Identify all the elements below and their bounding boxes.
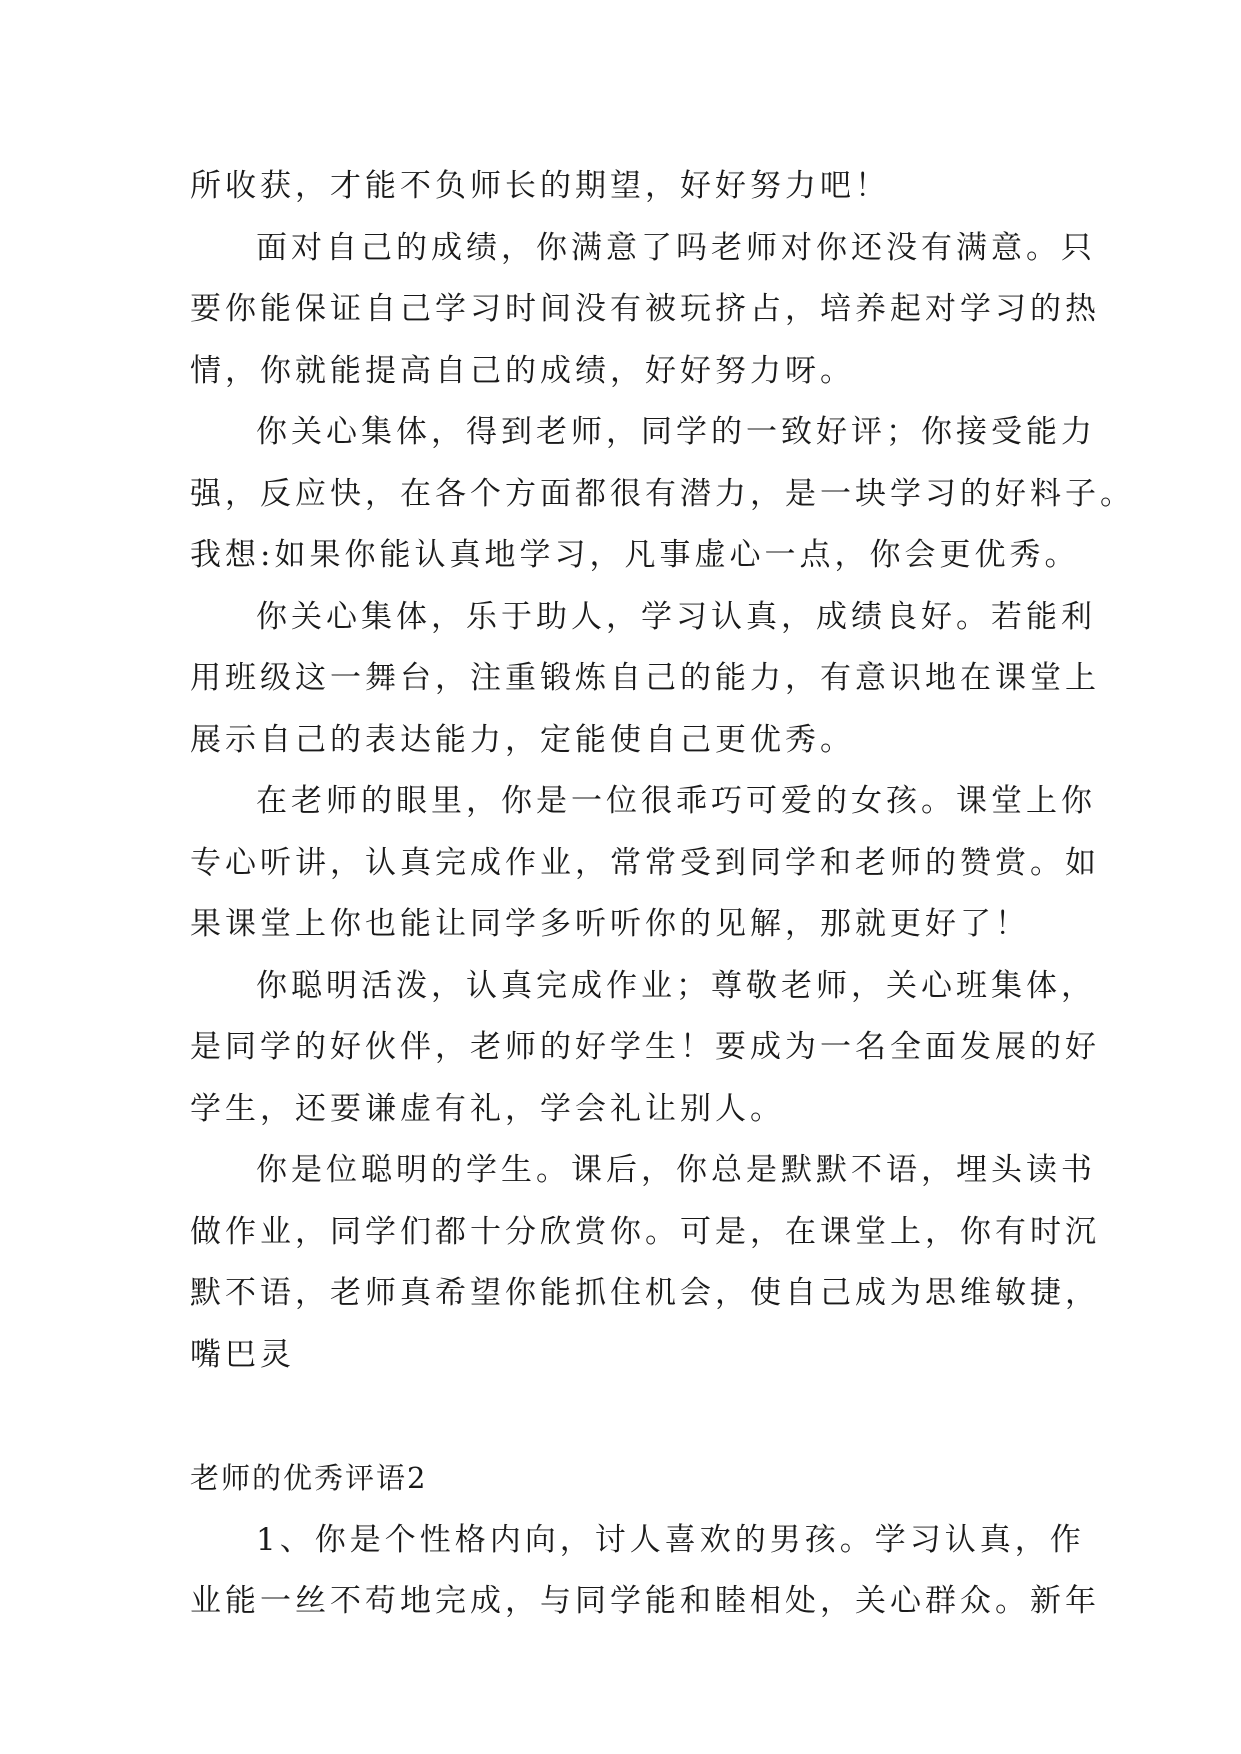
- text-line: 展示自己的表达能力，定能使自己更优秀。: [190, 721, 855, 758]
- text-line: 学生，还要谦虚有礼，学会礼让别人。: [190, 1090, 785, 1127]
- paragraph-start-line: 你关心集体，得到老师，同学的一致好评；你接受能力: [256, 414, 1096, 450]
- text-line: 是同学的好伙伴，老师的好学生！要成为一名全面发展的好: [190, 1029, 1100, 1065]
- section-gap: [190, 1386, 1060, 1448]
- text-line: 果课堂上你也能让同学多听听你的见解，那就更好了！: [190, 906, 1030, 942]
- paragraph-start-line: 在老师的眼里，你是一位很乖巧可爱的女孩。课堂上你: [256, 783, 1096, 819]
- text-line: 所收获，才能不负师长的期望，好好努力吧！: [190, 168, 890, 204]
- text-line: 嘴巴灵: [190, 1336, 295, 1373]
- text-line: 专心听讲，认真完成作业，常常受到同学和老师的赞赏。如: [190, 844, 1100, 881]
- text-line: 要你能保证自己学习时间没有被玩挤占，培养起对学习的热: [190, 291, 1100, 327]
- section-title: 老师的优秀评语2: [190, 1461, 428, 1495]
- paragraph-start-line: 你关心集体，乐于助人，学习认真，成绩良好。若能利: [256, 598, 1096, 635]
- document-page: [190, 156, 1135, 1633]
- paragraph-start-line: 你聪明活泼，认真完成作业；尊敬老师，关心班集体，: [256, 967, 1096, 1004]
- text-line: 情，你就能提高自己的成绩，好好努力呀。: [190, 352, 855, 389]
- paragraph-start-line: 1、你是个性格内向，讨人喜欢的男孩。学习认真，作: [256, 1521, 1085, 1558]
- text-line: 强，反应快，在各个方面都很有潜力，是一块学习的好料子。: [190, 475, 1135, 512]
- text-line: 默不语，老师真希望你能抓住机会，使自己成为思维敏捷，: [190, 1275, 1100, 1311]
- text-line: 用班级这一舞台，注重锻炼自己的能力，有意识地在课堂上: [190, 660, 1100, 696]
- text-line: 我想:如果你能认真地学习，凡事虚心一点，你会更优秀。: [190, 537, 1080, 573]
- paragraph-start-line: 你是位聪明的学生。课后，你总是默默不语，埋头读书: [256, 1152, 1096, 1188]
- paragraph-start-line: 面对自己的成绩，你满意了吗老师对你还没有满意。只: [256, 229, 1096, 266]
- text-line: 业能一丝不苟地完成，与同学能和睦相处，关心群众。新年: [190, 1583, 1100, 1619]
- text-line: 做作业，同学们都十分欣赏你。可是，在课堂上，你有时沉: [190, 1213, 1100, 1250]
